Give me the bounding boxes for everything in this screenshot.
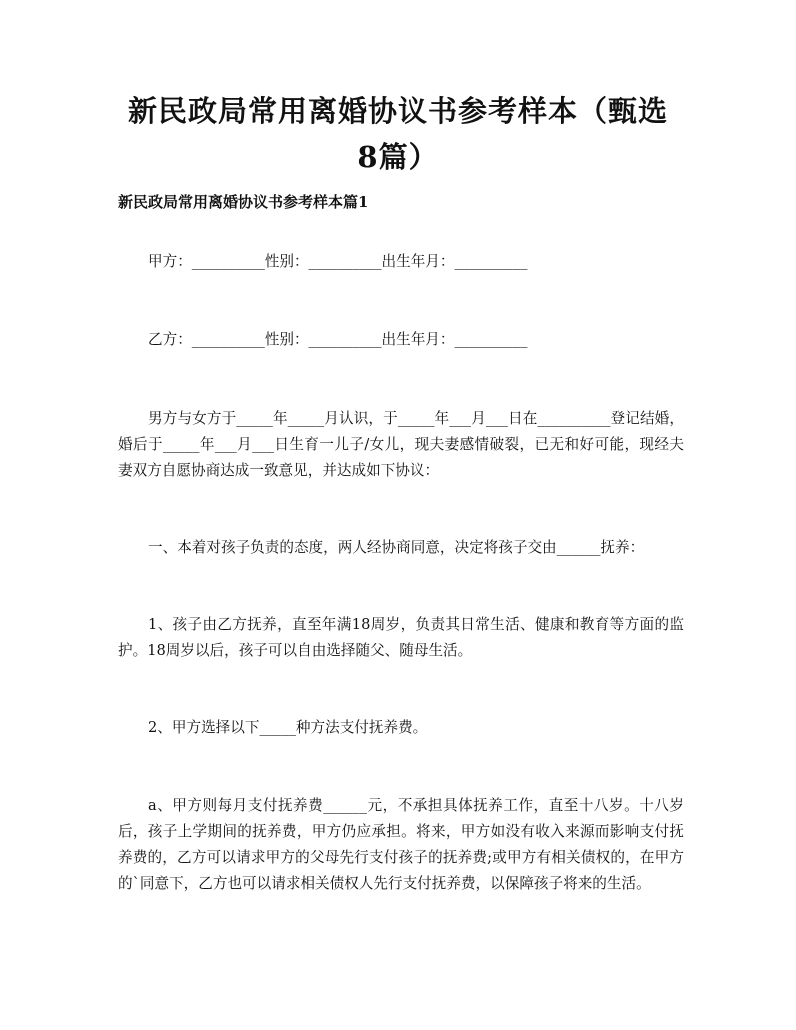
section-heading: 新民政局常用离婚协议书参考样本篇1 bbox=[118, 193, 369, 211]
custody-item-1: 1、孩子由乙方抚养，直至年满18周岁，负责其日常生活、健康和教育等方面的监护。18周岁以后，孩子可以自由选择随父、随母生活。 bbox=[118, 616, 684, 659]
marriage-background-paragraph: 男方与女方于_____年_____月认识，于_____年___月___日在__________登记结婚，婚后于_____年___月___日生育一儿子/女儿，现夫妻感情破裂，已无和好可能，现经夫妻双方自愿协商达成一致意见，并达成如下协议： bbox=[118, 410, 684, 479]
custody-clause: 一、本着对孩子负责的态度，两人经协商同意，决定将孩子交由______抚养： bbox=[148, 539, 645, 556]
document-title: 新民政局常用离婚协议书参考样本（甄选8篇） bbox=[127, 94, 668, 174]
party-a-line: 甲方：__________性别：__________出生年月：__________ bbox=[148, 253, 528, 270]
custody-item-2: 2、甲方选择以下_____种方法支付抚养费。 bbox=[148, 719, 428, 736]
support-payment-clause-a: a、甲方则每月支付抚养费______元，不承担具体抚养工作，直至十八岁。十八岁后，孩子上学期间的抚养费，甲方仍应承担。将来，甲方如没有收入来源而影响支付抚养费的，乙方可以请求甲方的父母先行支付孩子的抚养费;或甲方有相关债权的，在甲方的`同意下，乙方也可以请求相关债权人先行支付抚养费，以保障孩子将来的生活。 bbox=[118, 797, 684, 892]
party-b-line: 乙方：__________性别：__________出生年月：__________ bbox=[148, 331, 528, 348]
